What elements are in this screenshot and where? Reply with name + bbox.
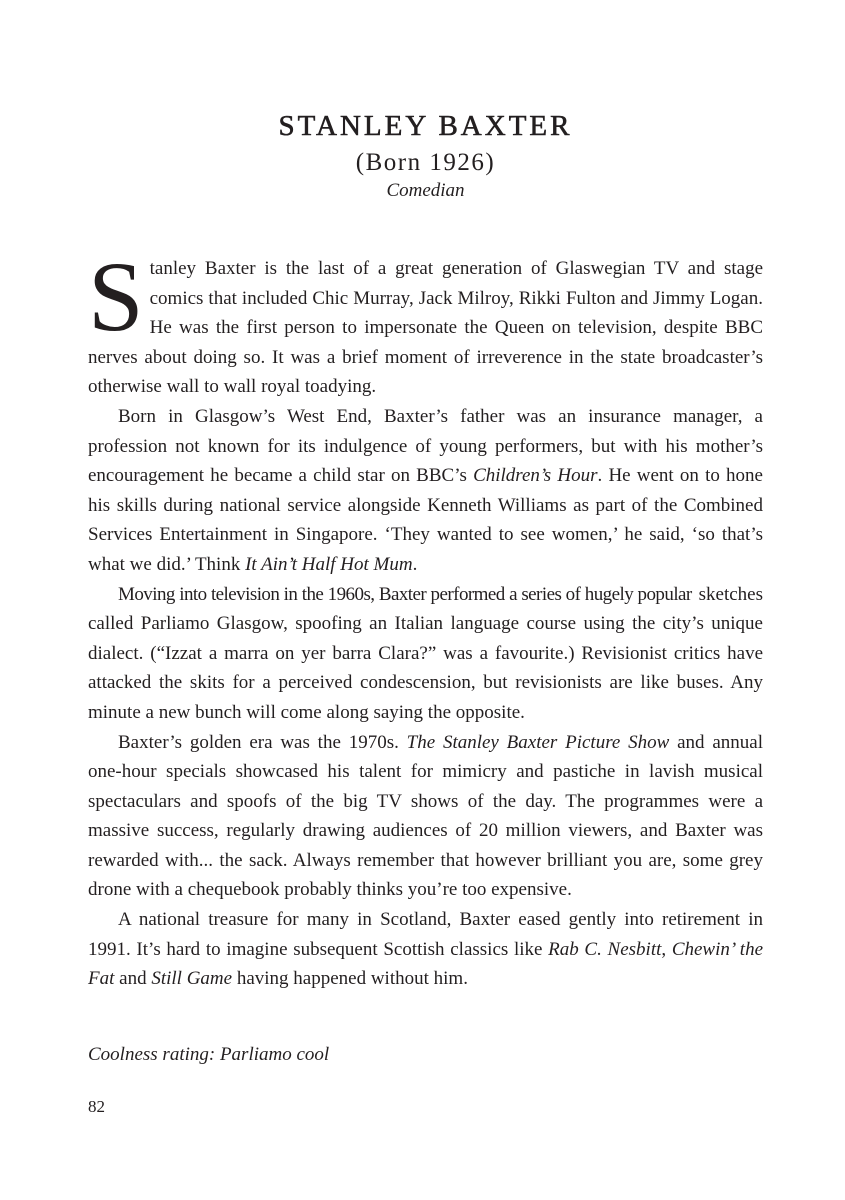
paragraph-1	[88, 241, 763, 402]
paragraph-4-text-b: and annual one-hour specials showcased his talent for mimicry and pastiche in lavish musical spectaculars and spoofs of the big TV shows of the day. The programmes were a massive success, regularly drawing audiences of 20 million viewers, and Baxter was rewarded with... the sack. Always remember that however brilliant you are, some grey drone with a chequebook probably thinks you’re too expensive.	[88, 731, 763, 901]
show-title-still-game: Still Game	[151, 968, 233, 990]
paragraph-2-text-a: Born in Glasgow’s West End, Baxter’s father was an insurance manager, a profession not known for its indulgence of young performers, but with his mother’s encouragement he became a child star on BBC’s	[88, 405, 763, 487]
paragraph-2	[88, 402, 763, 580]
paragraph-4	[88, 728, 763, 906]
paragraph-5-text-c: and	[114, 968, 152, 990]
paragraph-5	[88, 905, 763, 994]
page-number: 82	[88, 1097, 105, 1116]
paragraph-2-text-b: . He went on to hone his skills during national service alongside Kenneth Williams as part of the Combined Services Entertainment in Singapore. ‘They wanted to see women,’ he said, ‘so that’s what we did.’ Think	[88, 465, 763, 575]
entry-header	[88, 104, 763, 204]
show-title-chewin-the-fat: Chewin’ the Fat	[88, 938, 764, 990]
paragraph-3-text-b: sketches called Parliamo Glasgow, spoofing an Italian language course using the city’s unique dialect. (“Izzat a marra on yer barra Clara?” was a favourite.) Revisionist critics have attacked the skits for a perceived condescension, but revisionists are like buses. Any minute a new bunch will come along saying the opposite.	[88, 583, 763, 723]
paragraph-1-text: tanley Baxter is the last of a great generation of Glaswegian TV and stage comics that included Chic Murray, Jack Milroy, Rikki Fulton and Jimmy Logan. He was the first person to impersonate the Queen on television, despite BBC nerves about doing so. It was a brief moment of irreverence in the state broadcaster’s otherwise wall to wall royal toadying.	[88, 258, 763, 398]
paragraph-5-text-d: having happened without him.	[232, 968, 468, 990]
birth-year: (Born 1926)	[355, 149, 496, 176]
paragraph-3-text-a: Moving into television in the 1960s, Baxter performed a series of hugely popular	[118, 583, 692, 605]
drop-cap: S	[88, 241, 144, 352]
paragraph-4-text-a: Baxter’s golden era was the 1970s.	[118, 731, 407, 753]
entry-title: STANLEY BAXTER	[278, 110, 573, 142]
show-title-childrens-hour: Children’s Hour	[473, 465, 598, 487]
paragraph-5-text-b: ,	[661, 938, 672, 960]
paragraph-2-text-c: .	[412, 553, 418, 575]
show-title-picture-show: The Stanley Baxter Picture Show	[406, 731, 670, 753]
show-title-it-aint-half-hot-mum: It Ain’t Half Hot Mum	[245, 553, 413, 575]
profession: Comedian	[386, 180, 465, 201]
entry-body	[88, 241, 764, 994]
paragraph-3	[88, 580, 763, 728]
book-page	[88, 0, 763, 1200]
paragraph-5-text-a: A national treasure for many in Scotland, Baxter eased gently into retirement in 1991. It’s hard to imagine subsequent Scottish classics like	[88, 909, 763, 960]
coolness-rating: Coolness rating: Parliamo cool	[88, 1044, 330, 1065]
show-title-rab-c-nesbitt: Rab C. Nesbitt	[548, 938, 662, 960]
